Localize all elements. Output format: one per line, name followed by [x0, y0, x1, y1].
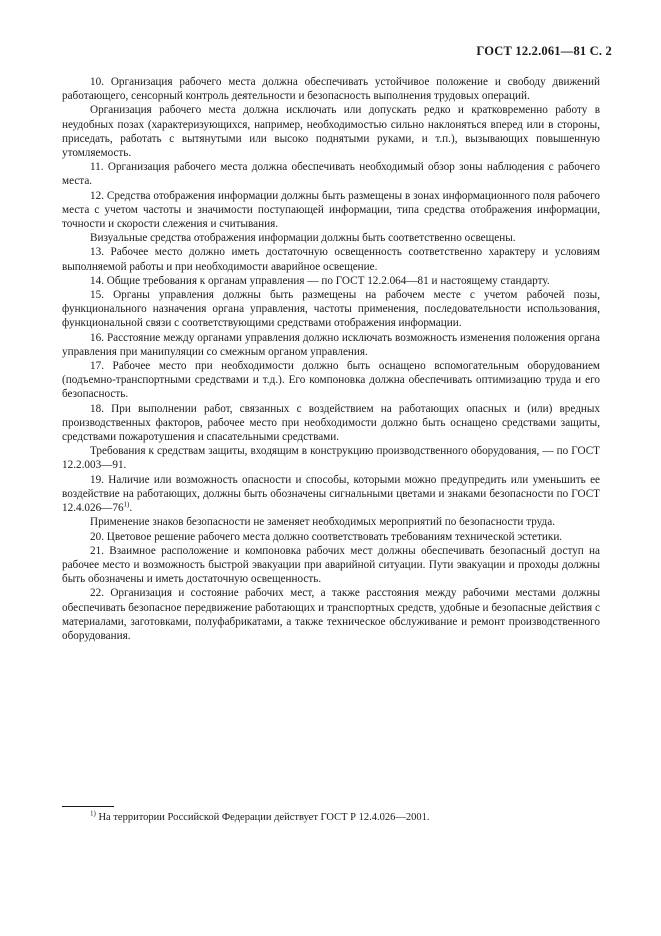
footnote-text: На территории Российской Федерации действует ГОСТ Р 12.4.026—2001.	[98, 812, 430, 823]
paragraph: 13. Рабочее место должно иметь достаточную освещенность соответственно характеру и условиям выполняемой работы и при необходимости аварийное освещение.	[62, 246, 600, 273]
footnote-marker: 1)	[90, 809, 96, 818]
paragraph: Визуальные средства отображения информации должны быть соответственно освещены.	[90, 232, 516, 245]
paragraph-text: 19. Наличие или возможность опасности и способы, которыми можно предупредить или уменьшить ее воздействие на работающих, должны быть обозначены сигнальными цветами и знаками безопасности по ГОСТ 12.4.026—76	[62, 473, 600, 515]
footnote	[90, 809, 430, 823]
paragraph: Требования к средствам защиты, входящим в конструкцию производственного оборудования, — по ГОСТ 12.2.003—91.	[62, 445, 600, 472]
paragraph: 16. Расстояние между органами управления должно исключать возможность изменения положения органа управления при манипуляции со смежным органом управления.	[62, 331, 600, 358]
paragraph-with-footnote	[62, 473, 600, 516]
paragraph: Организация рабочего места должна исключать или допускать редко и кратковременно работу в неудобных позах (характеризующихся, например, необходимостью сильно наклоняться вперед или в стороны, приседать, работать с вытянутыми или высоко поднятыми руками, и т.п.), вызывающих повышенную утомляемость.	[62, 104, 600, 160]
paragraph: Применение знаков безопасности не заменяет необходимых мероприятий по безопасности труда.	[90, 516, 556, 529]
paragraph: 12. Средства отображения информации должны быть размещены в зонах информационного поля рабочего места с учетом частоты и значимости поступающей информации, типа средства отображения информации, точности и скорости слежения и считывания.	[62, 189, 600, 231]
paragraph: 22. Организация и состояние рабочих мест, а также расстояния между рабочими местами должны обеспечивать безопасное передвижение работающих и транспортных средств, удобные и безопасные действия с материалами, заготовками, полуфабрикатами, а также техническое обслуживание и ремонт производственного оборудования.	[62, 587, 600, 642]
paragraph: 18. При выполнении работ, связанных с воздействием на работающих опасных и (или) вредных производственных факторов, рабочее место при необходимости должно быть оснащено средствами защиты, средствами пожаротушения и спасательными средствами.	[62, 402, 600, 444]
paragraph: 15. Органы управления должны быть размещены на рабочем месте с учетом рабочей позы, функционального назначения органа управления, частоты применения, последовательности использования, функциональной связи с соответствующими средствами отображения информации.	[62, 289, 600, 330]
paragraph: 14. Общие требования к органам управления — по ГОСТ 12.2.064—81 и настоящему стандарту.	[90, 274, 550, 287]
footnote-reference: 1)	[123, 500, 130, 509]
paragraph: 17. Рабочее место при необходимости должно быть оснащено вспомогательным оборудованием (подъемно-транспортными средствами и т.д.). Его компоновка должна обеспечивать оптимизацию труда и его безопасность.	[62, 360, 600, 401]
paragraph: 10. Организация рабочего места должна обеспечивать устойчивое положение и свободу движений работающего, сенсорный контроль деятельности и безопасность выполнения трудовых операций.	[62, 76, 600, 103]
paragraph-end: .	[129, 502, 133, 515]
paragraph: 11. Организация рабочего места должна обеспечивать необходимый обзор зоны наблюдения с рабочего места.	[62, 161, 600, 188]
paragraph: 21. Взаимное расположение и компоновка рабочих мест должны обеспечивать безопасный доступ на рабочее место и возможность быстрой эвакуации при аварийной ситуации. Пути эвакуации и проходы должны быть обозначены и иметь достаточную освещенность.	[62, 544, 600, 586]
paragraph: 20. Цветовое решение рабочего места должно соответствовать требованиям технической эстетики.	[90, 530, 563, 543]
document-body	[62, 75, 600, 643]
footnote-divider	[62, 806, 114, 807]
page-header: ГОСТ 12.2.061—81 С. 2	[476, 44, 612, 58]
